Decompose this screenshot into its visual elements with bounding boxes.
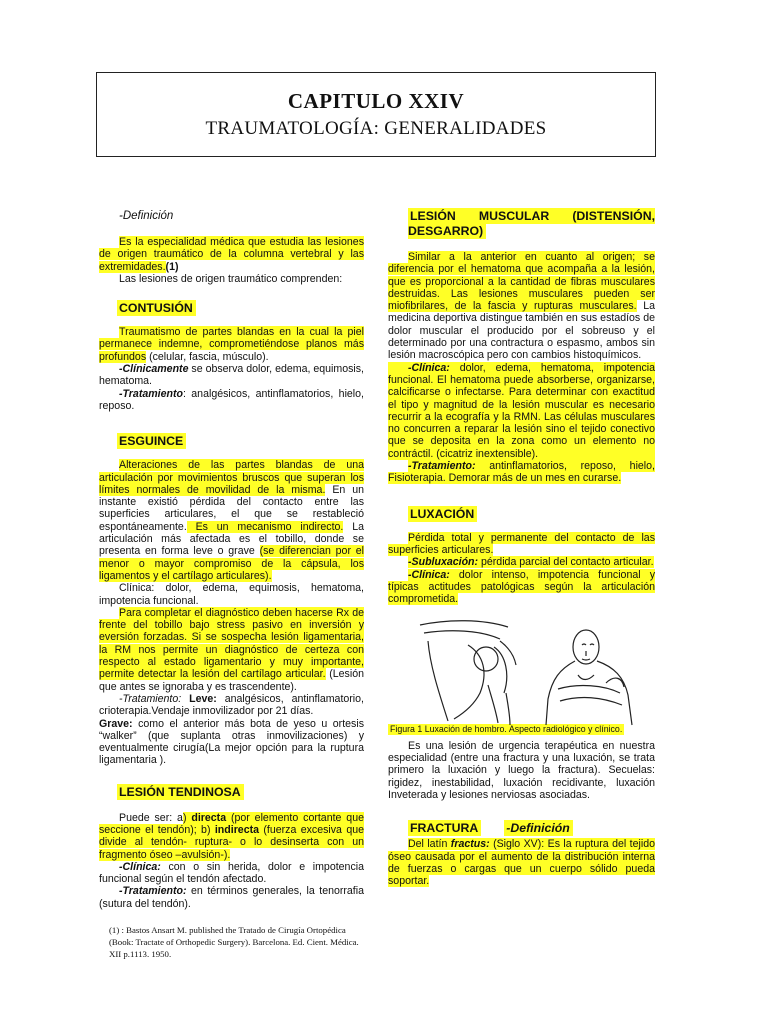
definition-heading: -Definición <box>119 210 174 222</box>
muscular-heading: LESIÓN MUSCULAR (DISTENSIÓN, DESGARRO) <box>408 209 655 238</box>
luxacion-paragraph: Pérdida total y permanente del contacto de las superficies articulares. <box>388 531 655 556</box>
luxacion-heading: LUXACIÓN <box>408 506 477 522</box>
fractura-paragraph: Del latín fractus: (Siglo XV): Es la ruptura del tejido óseo causada por el aumento de la distribución interna de fuerzas o cargas que un cuerpo sólido pueda soportar. <box>388 838 655 888</box>
shoulder-dislocation-figure <box>388 615 655 727</box>
luxacion-subluxacion: -Subluxación: pérdida parcial del contacto articular. <box>408 556 654 569</box>
esguince-grave: Grave: como el anterior más bota de yeso u ortesis “walker” (que suplanta otras inmovilizaciones) y eventualmente cirugía(La mejor opción para la ruptura ligamentaria ). <box>99 717 364 767</box>
left-column <box>99 209 364 960</box>
tendinosa-heading: LESIÓN TENDINOSA <box>117 784 244 800</box>
fractura-definicion-heading: -Definición <box>504 820 573 836</box>
fractura-heading: FRACTURA <box>408 820 481 836</box>
esguince-clinica: Clínica: dolor, edema, equimosis, hematoma, impotencia funcional. <box>99 582 364 607</box>
footnote: (1) : Bastos Ansart M. published the Tratado de Cirugía Ortopédica (Book: Tractate of Orthopedic Surgery). Barcelona. Ed. Cient. Médica. XII p.1113. 1950. <box>109 925 359 960</box>
muscular-paragraph: Similar a la anterior en cuanto al origen; se diferencia por el hematoma que acompaña a la lesión, que es proporcional a la cantidad de fibras musculares destruidas. Las lesiones musculares pueden ser miofibrilares, de la fascia y rupturas musculares. La medicina deportiva distingue también en sus estadíos de dolor muscular el producido por el sobreuso y el determinado por una contractura o espasmo, ambos sin lesión macroscópica pero con cambios histoquímicos. <box>388 251 655 362</box>
chapter-title-box <box>96 72 656 157</box>
muscular-clinica: -Clínica: dolor, edema, hematoma, impotencia funcional. El hematoma puede absorberse, organizarse, calcificarse o infectarse. Para determinar con exactitud el tipo y magnitud de la lesión muscular es necesario recurrir a la ecografía y la RMN. Las células musculares no concurren a reparar la lesión sino el tejido conectivo que se deposita en la zona como un elemento no contráctil. (cicatriz inextensible). <box>388 361 655 460</box>
contusion-tratamiento: -Tratamiento: analgésicos, antinflamatorios, hielo, reposo. <box>99 387 364 412</box>
esguince-paragraph: Alteraciones de las partes blandas de una articulación por movimientos bruscos que superan los límites normales de movilidad de la misma. En un instante existió pérdida del contacto entre las superficies articulares, el que se restableció espontáneamente. Es un mecanismo indirecto. La articulación más afectada es el tobillo, donde se presenta en forma leve o grave (se diferencian por el menor o mayor compromiso de la cápsula, los ligamentos y el cartílago articulares). <box>99 459 365 582</box>
muscular-tratamiento: -Tratamiento: antinflamatorios, reposo, hielo, Fisioterapia. Demorar más de un mes en curarse. <box>388 460 655 485</box>
contusion-heading: CONTUSIÓN <box>117 300 196 316</box>
tendinosa-tratamiento: -Tratamiento: en términos generales, la tenorrafia (sutura del tendón). <box>99 885 364 910</box>
chapter-number: CAPITULO XXIV <box>287 89 465 113</box>
definition-paragraph: Es la especialidad médica que estudia las lesiones de origen traumático de la columna vertebral y las extremidades.(1) <box>99 236 364 273</box>
esguince-heading: ESGUINCE <box>117 433 186 449</box>
luxacion-clinica: -Clínica: dolor intenso, impotencia funcional y típicas actitudes patológicas según la articulación comprometida. <box>388 568 655 606</box>
definition-paragraph-2: Las lesiones de origen traumático comprenden: <box>119 272 343 285</box>
tendinosa-paragraph: Puede ser: a) directa (por elemento cortante que seccione el tendón); b) indirecta (fuerza excesiva que divide al tendón- ruptura- o lo desinserta con un fragmento óseo –avulsión-). <box>99 811 365 861</box>
right-column <box>388 209 655 887</box>
tendinosa-clinica: -Clínica: con o sin herida, dolor e impotencia funcional según el tendón afectado. <box>99 860 364 886</box>
figure-caption: Figura 1 Luxación de hombro. Aspecto radiológico y clínico. <box>390 724 623 735</box>
esguince-diagnostico: Para completar el diagnóstico deben hacerse Rx de frente del tobillo bajo stress pasivo en inversión y eversión forzadas. Si se sospecha lesión ligamentaria, la RM nos permite un diagnóstico de certeza con respecto al estado ligamentario y muy importante, permite detectar la lesión del cartílago articular. (Lesión que antes se ignoraba y es trascendente). <box>99 606 364 693</box>
chapter-subtitle: TRAUMATOLOGÍA: GENERALIDADES <box>205 118 547 139</box>
contusion-clinica: -Clínicamente se observa dolor, edema, equimosis, hematoma. <box>99 363 364 388</box>
shoulder-xray-illustration <box>388 615 655 727</box>
contusion-paragraph: Traumatismo de partes blandas en la cual la piel permanece indemne, comprometiéndose planos más profundos (celular, fascia, músculo). <box>99 326 364 363</box>
luxacion-urgencia-paragraph: Es una lesión de urgencia terapéutica en nuestra especialidad (entre una fractura y una luxación, se trata primero la luxación y luego la fractura). Secuelas: rigidez, inestabilidad, luxación recidivante, luxación Inveterada y lesiones nerviosas asociadas. <box>388 739 655 801</box>
esguince-tratamiento: -Tratamiento: Leve: analgésicos, antinflamatorio, crioterapia.Vendaje inmovilizador por 21 días. <box>99 692 364 718</box>
